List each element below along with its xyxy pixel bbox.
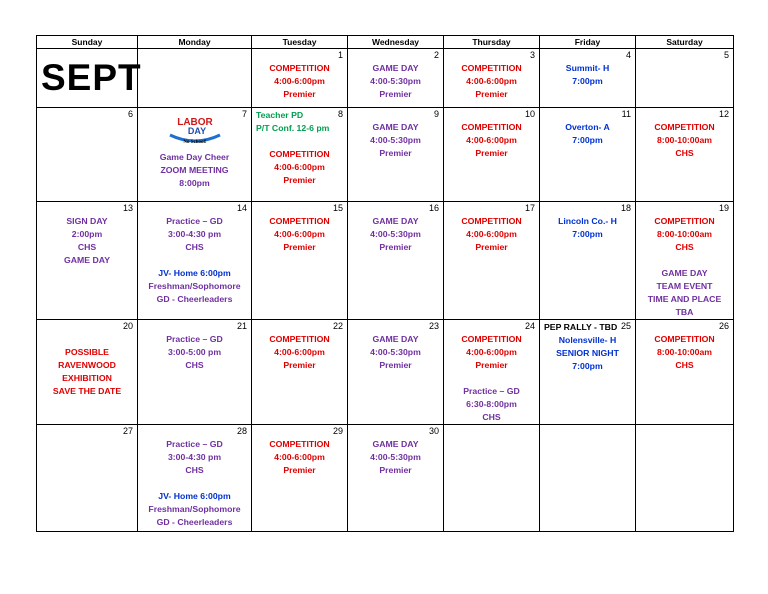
day-number: 5 [723, 50, 729, 60]
game-opponent: Nolensville- H [558, 335, 617, 345]
day-number: 16 [428, 203, 439, 213]
day-cell-1 [252, 49, 348, 108]
senior-night: SENIOR NIGHT [556, 348, 619, 358]
event-time: 8:00-10:00am [656, 135, 713, 145]
day-cell-18 [540, 202, 636, 320]
jv-game: JV- Home 6:00pm [158, 268, 231, 278]
event-title: COMPETITION [461, 216, 522, 226]
day-cell-16 [348, 202, 444, 320]
event-time: 4:00-6:00pm [274, 229, 325, 239]
empty-day-cell [138, 49, 252, 108]
event-time: 2:00pm [71, 229, 103, 239]
weekday-header-row [37, 36, 734, 49]
jv-detail: Freshman/Sophomore [148, 504, 241, 514]
event-title: COMPETITION [461, 63, 522, 73]
day-number: 14 [236, 203, 247, 213]
day-cell-15 [252, 202, 348, 320]
day-number: 25 [620, 321, 631, 331]
day-number: 19 [718, 203, 729, 213]
day-number: 9 [433, 109, 439, 119]
empty-day-cell [636, 425, 734, 532]
day-number: 24 [524, 321, 535, 331]
day-number: 22 [332, 321, 343, 331]
event-location: Premier [379, 360, 412, 370]
practice-title: Practice – GD [463, 386, 520, 396]
day-cell-29 [252, 425, 348, 532]
event-location: CHS [185, 465, 204, 475]
day-number: 6 [127, 109, 133, 119]
event-location: Premier [379, 242, 412, 252]
game-opponent: Lincoln Co.- H [558, 216, 617, 226]
week-row [37, 425, 734, 532]
practice-location: CHS [482, 412, 501, 422]
day-number: 7 [241, 109, 247, 119]
event-time: 4:00-6:00pm [466, 76, 517, 86]
day-cell-22 [252, 320, 348, 425]
event-detail: ZOOM MEETING [160, 165, 229, 175]
svg-text:DAY: DAY [187, 126, 206, 136]
teacher-pd-note: Teacher PD [256, 110, 304, 120]
day-cell-23 [348, 320, 444, 425]
event-time: 4:00-6:00pm [466, 229, 517, 239]
day-cell-24 [444, 320, 540, 425]
jv-detail: GD - Cheerleaders [156, 517, 233, 527]
team-event-line: TIME AND PLACE [647, 294, 722, 304]
day-cell-10 [444, 108, 540, 202]
event-title: Game Day Cheer [159, 152, 230, 162]
event-title: COMPETITION [269, 334, 330, 344]
weekday-monday: Monday [138, 36, 252, 49]
event-time: 4:00-6:00pm [274, 76, 325, 86]
game-time: 7:00pm [572, 76, 603, 86]
day-number: 27 [122, 426, 133, 436]
event-location: Premier [379, 89, 412, 99]
game-time: 7:00pm [572, 229, 603, 239]
event-time: 3:00-4:30 pm [167, 452, 222, 462]
event-location: Premier [475, 242, 508, 252]
day-number: 8 [337, 109, 343, 119]
day-cell-25 [540, 320, 636, 425]
day-number: 13 [122, 203, 133, 213]
week-row [37, 202, 734, 320]
day-number: 28 [236, 426, 247, 436]
event-title: GAME DAY [372, 216, 419, 226]
day-cell-17 [444, 202, 540, 320]
event-location: Premier [379, 148, 412, 158]
weekday-thursday: Thursday [444, 36, 540, 49]
event-title: COMPETITION [461, 122, 522, 132]
event-title: GAME DAY [372, 439, 419, 449]
event-location: Premier [283, 89, 316, 99]
jv-game: JV- Home 6:00pm [158, 491, 231, 501]
day-cell-9 [348, 108, 444, 202]
event-time: 4:00-5:30pm [370, 452, 421, 462]
game-time: 7:00pm [572, 135, 603, 145]
event-time: 4:00-5:30pm [370, 135, 421, 145]
event-location: Premier [283, 465, 316, 475]
event-location: CHS [675, 242, 694, 252]
empty-day-cell [444, 425, 540, 532]
event-title: GAME DAY [372, 122, 419, 132]
day-cell-21 [138, 320, 252, 425]
event-location: Premier [283, 242, 316, 252]
day-cell-3 [444, 49, 540, 108]
event-title: Practice – GD [166, 334, 223, 344]
day-number: 2 [433, 50, 439, 60]
event-location: CHS [185, 242, 204, 252]
event-time: 8:00-10:00am [656, 229, 713, 239]
day-cell-20 [37, 320, 138, 425]
event-time: 3:00-5:00 pm [167, 347, 222, 357]
day-number: 4 [625, 50, 631, 60]
team-event-line: TEAM EVENT [656, 281, 713, 291]
day-cell-11 [540, 108, 636, 202]
event-title: COMPETITION [654, 216, 715, 226]
event-location: Premier [283, 360, 316, 370]
day-cell-26 [636, 320, 734, 425]
day-cell-30 [348, 425, 444, 532]
event-location: CHS [77, 242, 97, 252]
day-number: 17 [524, 203, 535, 213]
day-cell-8 [252, 108, 348, 202]
day-cell-27 [37, 425, 138, 532]
jv-detail: GD - Cheerleaders [156, 294, 233, 304]
day-cell-28 [138, 425, 252, 532]
event-location: CHS [675, 148, 694, 158]
event-location: CHS [675, 360, 694, 370]
event-time: 4:00-6:00pm [466, 347, 517, 357]
event-title: Practice – GD [166, 216, 223, 226]
pep-rally: PEP RALLY - TBD [544, 322, 618, 332]
practice-time: 6:30-8:00pm [466, 399, 517, 409]
day-cell-19 [636, 202, 734, 320]
event-title: COMPETITION [654, 122, 715, 132]
day-cell-6 [37, 108, 138, 202]
svg-text:No School!: No School! [182, 140, 207, 145]
event-title: COMPETITION [654, 334, 715, 344]
day-number: 12 [718, 109, 729, 119]
event-time: 4:00-5:30pm [370, 76, 421, 86]
event-title: GAME DAY [372, 63, 419, 73]
event-location: CHS [185, 360, 204, 370]
day-cell-14 [138, 202, 252, 320]
event-location: Premier [379, 465, 412, 475]
event-line: POSSIBLE [65, 347, 109, 357]
day-number: 26 [718, 321, 729, 331]
event-time: 8:00-10:00am [656, 347, 713, 357]
event-title: GAME DAY [372, 334, 419, 344]
event-time: 3:00-4:30 pm [167, 229, 222, 239]
event-time: 8:00pm [179, 178, 210, 188]
event-title: SIGN DAY [66, 216, 108, 226]
day-cell-5 [636, 49, 734, 108]
event-location: Premier [475, 148, 508, 158]
svg-text:LABOR: LABOR [176, 117, 213, 128]
empty-day-cell [540, 425, 636, 532]
labor-day-logo [164, 115, 226, 145]
event-title: COMPETITION [269, 149, 330, 159]
event-title: COMPETITION [461, 334, 522, 344]
day-number: 1 [337, 50, 343, 60]
event-time: 4:00-5:30pm [370, 229, 421, 239]
event-title: Practice – GD [166, 439, 223, 449]
conference-note: P/T Conf. 12-6 pm [256, 123, 330, 133]
day-cell-12 [636, 108, 734, 202]
team-event-line: TBA [675, 307, 694, 317]
event-location: Premier [475, 360, 508, 370]
day-number: 29 [332, 426, 343, 436]
event-time: 4:00-6:00pm [466, 135, 517, 145]
day-cell-13 [37, 202, 138, 320]
weekday-friday: Friday [540, 36, 636, 49]
weekday-wednesday: Wednesday [348, 36, 444, 49]
day-number: 11 [621, 109, 631, 119]
day-number: 3 [529, 50, 535, 60]
event-time: 4:00-5:30pm [370, 347, 421, 357]
team-event-line: GAME DAY [661, 268, 708, 278]
game-opponent: Overton- A [565, 122, 610, 132]
jv-detail: Freshman/Sophomore [148, 281, 241, 291]
event-location: Premier [283, 175, 316, 185]
event-time: 4:00-6:00pm [274, 452, 325, 462]
september-calendar [36, 35, 734, 532]
month-title-cell [37, 49, 142, 108]
day-number: 30 [428, 426, 439, 436]
weekday-saturday: Saturday [636, 36, 734, 49]
day-number: 15 [332, 203, 343, 213]
week-row [37, 320, 734, 425]
event-title: COMPETITION [269, 63, 330, 73]
game-opponent: Summit- H [565, 63, 610, 73]
event-line: RAVENWOOD [58, 360, 116, 370]
day-cell-4 [540, 49, 636, 108]
event-time: 4:00-6:00pm [274, 347, 325, 357]
event-title: COMPETITION [269, 216, 330, 226]
day-cell-7 [138, 108, 252, 202]
day-number: 10 [524, 109, 535, 119]
week-row [37, 108, 734, 202]
game-time: 7:00pm [572, 361, 603, 371]
week-row [37, 49, 734, 108]
event-line: EXHIBITION [62, 373, 112, 383]
event-time: 4:00-6:00pm [274, 162, 325, 172]
event-line: SAVE THE DATE [52, 386, 122, 396]
day-number: 21 [236, 321, 247, 331]
event-location: Premier [475, 89, 508, 99]
day-number: 18 [620, 203, 631, 213]
event-note: GAME DAY [63, 255, 111, 265]
event-title: COMPETITION [269, 439, 330, 449]
weekday-tuesday: Tuesday [252, 36, 348, 49]
day-number: 23 [428, 321, 439, 331]
month-title: SEPT [41, 57, 142, 98]
weekday-sunday: Sunday [37, 36, 138, 49]
day-number: 20 [122, 321, 133, 331]
day-cell-2 [348, 49, 444, 108]
